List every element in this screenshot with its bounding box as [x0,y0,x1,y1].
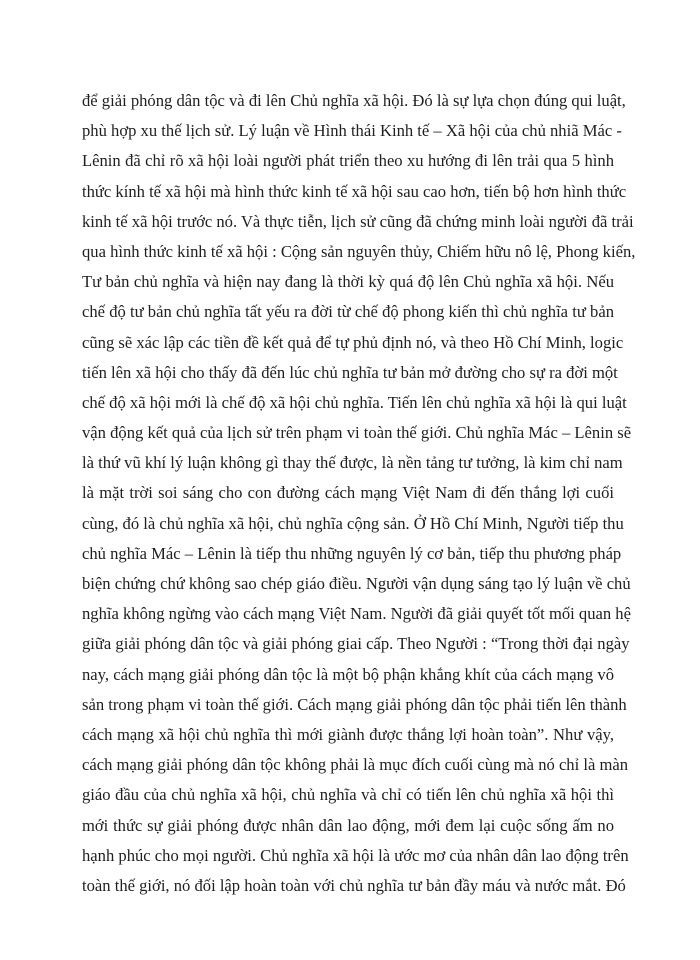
text-line: chế độ tư bản chủ nghĩa tất yếu ra đời từ chế độ phong kiến thì chủ nghĩa tư bản [82,302,614,322]
text-line: giáo đầu của chủ nghĩa xã hội, chủ nghĩa và chỉ có tiến lên chủ nghĩa xã hội thì [82,785,614,805]
text-line: là mặt trời soi sáng cho con đường cách mạng Việt Nam đi đến thắng lợi cuối [82,483,614,503]
text-line: phù hợp xu thế lịch sử. Lý luận về Hình thái Kinh tế – Xã hội của chủ nhiã Mác - [82,121,622,141]
text-line: cách mạng xã hội chủ nghĩa thì mới giành được thắng lợi hoàn toàn”. Như vậy, [82,724,614,744]
text-line: cũng sẽ xác lập các tiền đề kết quả để tự phủ định nó, và theo Hồ Chí Minh, logic [82,332,624,352]
text-line: sản trong phạm vi toàn thế giới. Cách mạng giải phóng dân tộc phải tiến lên thành [82,694,627,714]
text-line: cách mạng giải phóng dân tộc không phải là mục đích cuối cùng mà nó chỉ là màn [82,755,629,775]
text-line: tiến lên xã hội cho thấy đã đến lúc chủ nghĩa tư bản mở đường cho sự ra đời một [82,362,618,382]
text-line: nghĩa không ngừng vào cách mạng Việt Nam. Người đã giải quyết tốt mối quan hệ [82,604,631,624]
text-line: vận động kết quả của lịch sử trên phạm vi toàn thế giới. Chủ nghĩa Mác – Lênin sẽ [82,423,632,443]
text-line: biện chứng chứ không sao chép giáo điều. Người vận dụng sáng tạo lý luận về chủ [82,574,631,593]
text-line: giữa giải phóng dân tộc và giải phóng giai cấp. Theo Người : “Trong thời đại ngày [82,634,630,654]
text-line: toàn thế giới, nó đối lập hoàn toàn với chủ nghĩa tư bản đầy máu và nước mắt. Đó [82,875,626,895]
text-line: thức kính tế xã hội mà hình thức kinh tế xã hội sau cao hơn, tiến bộ hơn hình thức [82,181,627,201]
text-line: cùng, đó là chủ nghĩa xã hội, chủ nghĩa cộng sản. Ở Hồ Chí Minh, Người tiếp thu [82,513,624,533]
text-line: Lênin đã chỉ rõ xã hội loài người phát triển theo xu hướng đi lên trải qua 5 hình [82,151,614,171]
text-line: qua hình thức kinh tế xã hội : Cộng sản nguyên thủy, Chiếm hữu nô lệ, Phong kiến, [82,241,636,261]
text-line: chủ nghĩa Mác – Lênin là tiếp thu những nguyên lý cơ bản, tiếp thu phương pháp [82,543,622,563]
text-line: chế độ xã hội mới là chế độ xã hội chủ nghĩa. Tiến lên chủ nghĩa xã hội là qui luật [82,392,627,412]
text-line: hạnh phúc cho mọi người. Chủ nghĩa xã hội là ước mơ của nhân dân lao động trên [82,845,629,865]
text-line: để giải phóng dân tộc và đi lên Chủ nghĩa xã hội. Đó là sự lựa chọn đúng qui luật, [82,91,626,110]
text-line: kinh tế xã hội trước nó. Và thực tiễn, lịch sử cũng đã chứng minh loài người đã trải [82,211,634,231]
text-line: mới thức sự giải phóng được nhân dân lao động, mới đem lại cuộc sống ấm no [82,815,614,835]
text-line: nay, cách mạng giải phóng dân tộc là một bộ phận khắng khít của cách mạng vô [82,664,614,684]
text-line: là thứ vũ khí lý luận không gì thay thế được, là nền tảng tư tưởng, là kim chỉ nam [82,453,623,473]
body-text [82,86,636,901]
text-line: Tư bản chủ nghĩa và hiện nay đang là thời kỳ quá độ lên Chủ nghĩa xã hội. Nếu [82,272,614,292]
